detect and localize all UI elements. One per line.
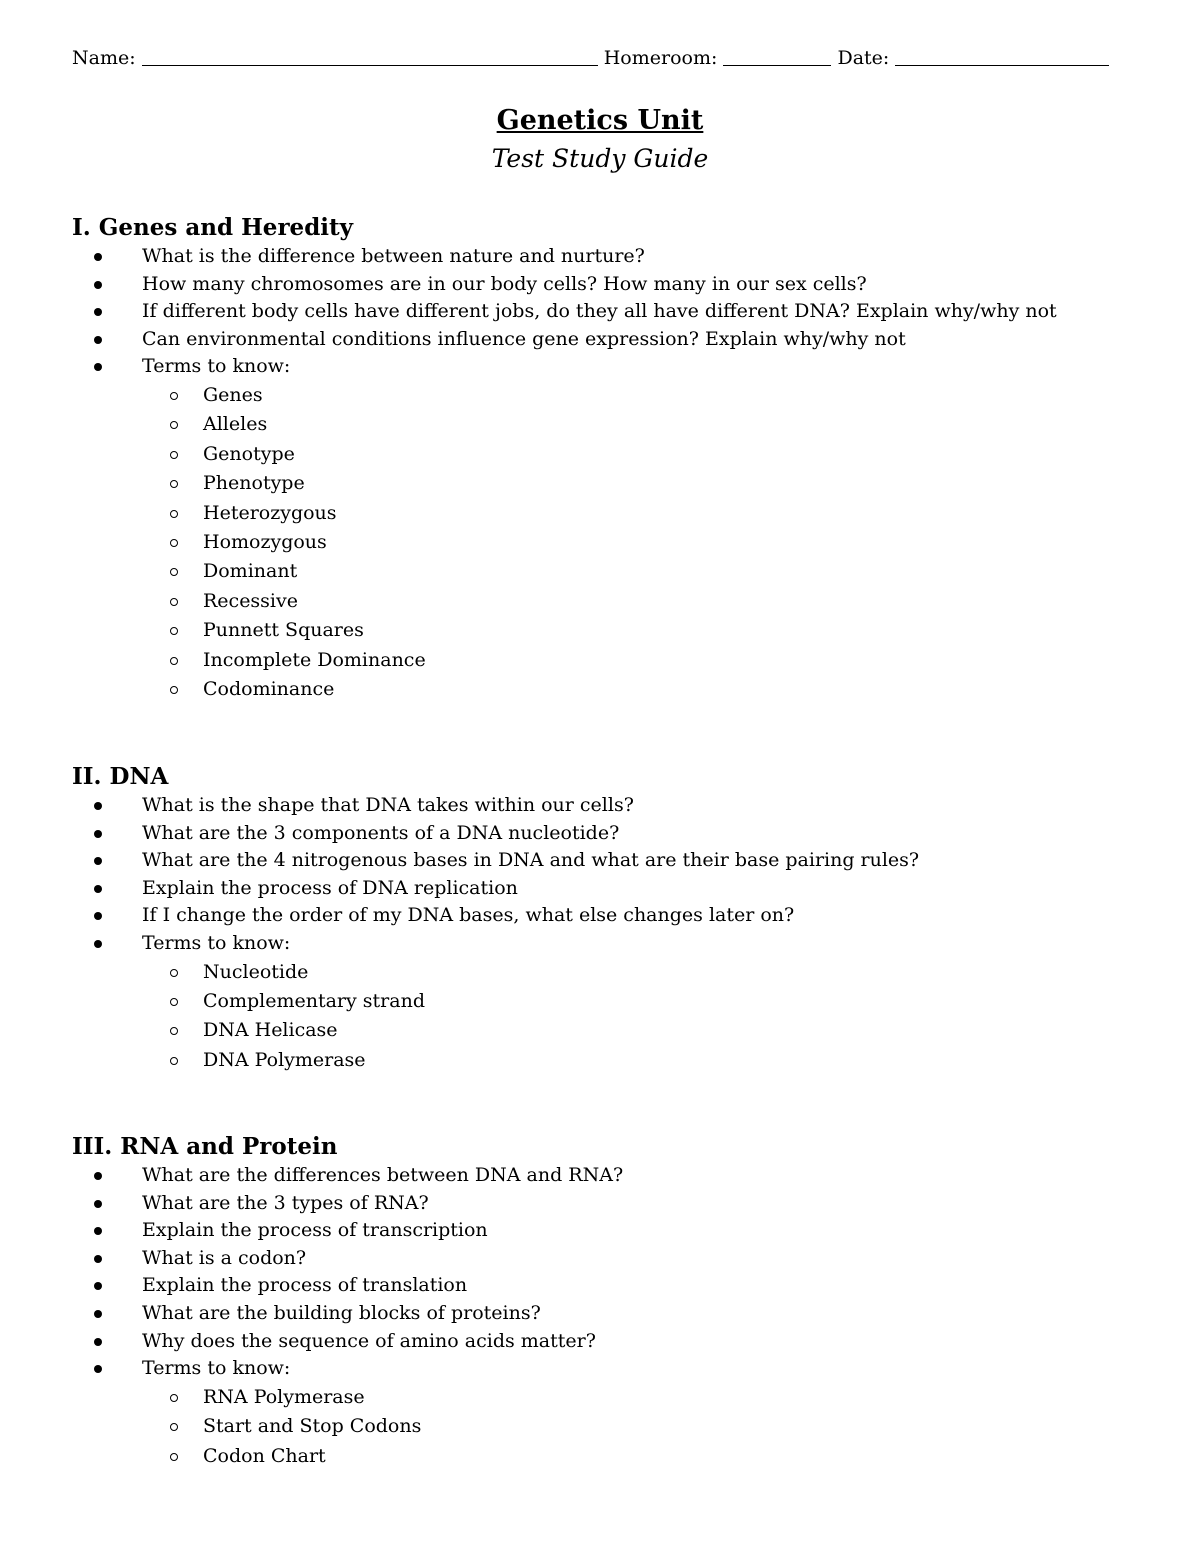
- question-item: [72, 243, 1152, 271]
- question-text: What is a codon?: [142, 1246, 307, 1269]
- term-text: Alleles: [203, 413, 268, 436]
- section-heading: II. DNA: [72, 763, 169, 790]
- student-info-line: [72, 44, 1128, 72]
- bullet-icon: [94, 1172, 102, 1180]
- term-item: [72, 1442, 1152, 1471]
- bullet-icon: [94, 363, 102, 371]
- term-text: Complementary strand: [203, 989, 425, 1012]
- bullet-icon: [94, 308, 102, 316]
- term-text: Heterozygous: [203, 501, 337, 524]
- question-item: [72, 847, 1152, 875]
- term-item: [72, 587, 1152, 616]
- section-heading: III. RNA and Protein: [72, 1133, 338, 1160]
- question-item: [72, 930, 1152, 1075]
- question-text: Explain the process of DNA replication: [142, 876, 518, 899]
- question-item: [72, 1217, 1152, 1245]
- term-item: [72, 410, 1152, 439]
- terms-to-know-label: Terms to know:: [142, 931, 291, 954]
- circle-bullet-icon: [170, 657, 178, 665]
- question-item: [72, 353, 1152, 704]
- date-label: Date:: [837, 47, 890, 69]
- term-text: Codon Chart: [203, 1444, 326, 1467]
- term-item: [72, 646, 1152, 675]
- date-blank[interactable]: [895, 45, 1109, 66]
- question-text: How many chromosomes are in our body cells? How many in our sex cells?: [142, 272, 867, 295]
- term-text: Genes: [203, 383, 263, 406]
- term-item: [72, 499, 1152, 528]
- homeroom-label: Homeroom:: [603, 47, 718, 69]
- term-text: RNA Polymerase: [203, 1385, 365, 1408]
- term-text: Punnett Squares: [203, 619, 364, 642]
- question-text: What are the 3 types of RNA?: [142, 1191, 429, 1214]
- term-item: [72, 528, 1152, 557]
- bullet-icon: [94, 885, 102, 893]
- circle-bullet-icon: [170, 392, 178, 400]
- page-title: Genetics Unit: [496, 105, 704, 136]
- section-heading: I. Genes and Heredity: [72, 214, 353, 241]
- terms-to-know-label: Terms to know:: [142, 355, 291, 378]
- circle-bullet-icon: [170, 998, 178, 1006]
- question-list: [72, 792, 1152, 1075]
- question-item: [72, 1245, 1152, 1273]
- bullet-icon: [94, 1282, 102, 1290]
- term-text: Homozygous: [203, 531, 327, 553]
- term-text: DNA Helicase: [203, 1019, 338, 1042]
- question-item: [72, 1328, 1152, 1356]
- terms-list: [72, 958, 1152, 1076]
- question-item: [72, 298, 1152, 326]
- question-list: [72, 243, 1152, 704]
- circle-bullet-icon: [170, 1394, 178, 1402]
- bullet-icon: [94, 857, 102, 865]
- question-item: [72, 1300, 1152, 1328]
- term-item: [72, 1016, 1152, 1045]
- question-item: [72, 326, 1152, 354]
- terms-to-know-label: Terms to know:: [142, 1357, 291, 1380]
- bullet-icon: [94, 802, 102, 810]
- circle-bullet-icon: [170, 480, 178, 488]
- term-item: [72, 1383, 1152, 1412]
- question-text: If I change the order of my DNA bases, what else changes later on?: [142, 904, 795, 927]
- bullet-icon: [94, 253, 102, 261]
- circle-bullet-icon: [170, 1057, 178, 1065]
- circle-bullet-icon: [170, 539, 178, 547]
- section-rna-and-protein: [72, 1132, 1152, 1471]
- question-item: [72, 271, 1152, 299]
- question-item: [72, 1355, 1152, 1471]
- question-text: Why does the sequence of amino acids matter?: [142, 1329, 596, 1352]
- circle-bullet-icon: [170, 451, 178, 459]
- section-dna: [72, 762, 1152, 1075]
- question-list: [72, 1162, 1152, 1471]
- section-genes-and-heredity: [72, 213, 1152, 704]
- question-text: What is the shape that DNA takes within our cells?: [142, 794, 634, 816]
- term-text: Recessive: [203, 589, 298, 612]
- question-text: What are the 3 components of a DNA nucleotide?: [142, 821, 620, 844]
- term-item: [72, 675, 1152, 704]
- question-text: If different body cells have different jobs, do they all have different DNA? Explain why/why not: [142, 300, 1057, 323]
- bullet-icon: [94, 830, 102, 838]
- term-item: [72, 616, 1152, 645]
- question-item: [72, 820, 1152, 848]
- question-text: What are the differences between DNA and RNA?: [142, 1164, 624, 1186]
- bullet-icon: [94, 1338, 102, 1346]
- circle-bullet-icon: [170, 421, 178, 429]
- question-item: [72, 792, 1152, 820]
- term-text: Phenotype: [203, 472, 305, 495]
- term-item: [72, 987, 1152, 1016]
- question-item: [72, 875, 1152, 903]
- name-label: Name:: [72, 47, 136, 69]
- term-item: [72, 958, 1152, 987]
- term-item: [72, 381, 1152, 410]
- circle-bullet-icon: [170, 1453, 178, 1461]
- term-item: [72, 1046, 1152, 1075]
- question-item: [72, 1190, 1152, 1218]
- bullet-icon: [94, 281, 102, 289]
- question-text: Explain the process of translation: [142, 1274, 468, 1297]
- question-text: What is the difference between nature and nurture?: [142, 245, 645, 267]
- term-text: Codominance: [203, 678, 335, 701]
- homeroom-blank[interactable]: [723, 45, 831, 66]
- question-text: What are the 4 nitrogenous bases in DNA and what are their base pairing rules?: [142, 849, 920, 872]
- term-item: [72, 440, 1152, 469]
- name-blank[interactable]: [142, 45, 598, 66]
- term-text: Nucleotide: [203, 960, 309, 983]
- question-text: Can environmental conditions influence gene expression? Explain why/why not: [142, 327, 906, 350]
- bullet-icon: [94, 1255, 102, 1263]
- circle-bullet-icon: [170, 598, 178, 606]
- term-item: [72, 1412, 1152, 1441]
- circle-bullet-icon: [170, 510, 178, 518]
- circle-bullet-icon: [170, 686, 178, 694]
- circle-bullet-icon: [170, 1423, 178, 1431]
- term-text: DNA Polymerase: [203, 1048, 366, 1071]
- bullet-icon: [94, 1310, 102, 1318]
- term-text: Incomplete Dominance: [203, 648, 426, 671]
- question-item: [72, 1272, 1152, 1300]
- question-text: What are the building blocks of proteins?: [142, 1301, 541, 1324]
- question-item: [72, 902, 1152, 930]
- circle-bullet-icon: [170, 568, 178, 576]
- bullet-icon: [94, 1365, 102, 1373]
- circle-bullet-icon: [170, 627, 178, 635]
- terms-list: [72, 381, 1152, 704]
- bullet-icon: [94, 912, 102, 920]
- question-item: [72, 1162, 1152, 1190]
- bullet-icon: [94, 336, 102, 344]
- term-text: Start and Stop Codons: [203, 1415, 422, 1438]
- bullet-icon: [94, 1227, 102, 1235]
- circle-bullet-icon: [170, 969, 178, 977]
- bullet-icon: [94, 940, 102, 948]
- term-item: [72, 469, 1152, 498]
- page-subtitle: Test Study Guide: [491, 144, 709, 173]
- term-text: Dominant: [203, 560, 298, 583]
- term-text: Genotype: [203, 442, 295, 465]
- bullet-icon: [94, 1200, 102, 1208]
- question-text: Explain the process of transcription: [142, 1219, 488, 1242]
- circle-bullet-icon: [170, 1027, 178, 1035]
- term-item: [72, 557, 1152, 586]
- terms-list: [72, 1383, 1152, 1471]
